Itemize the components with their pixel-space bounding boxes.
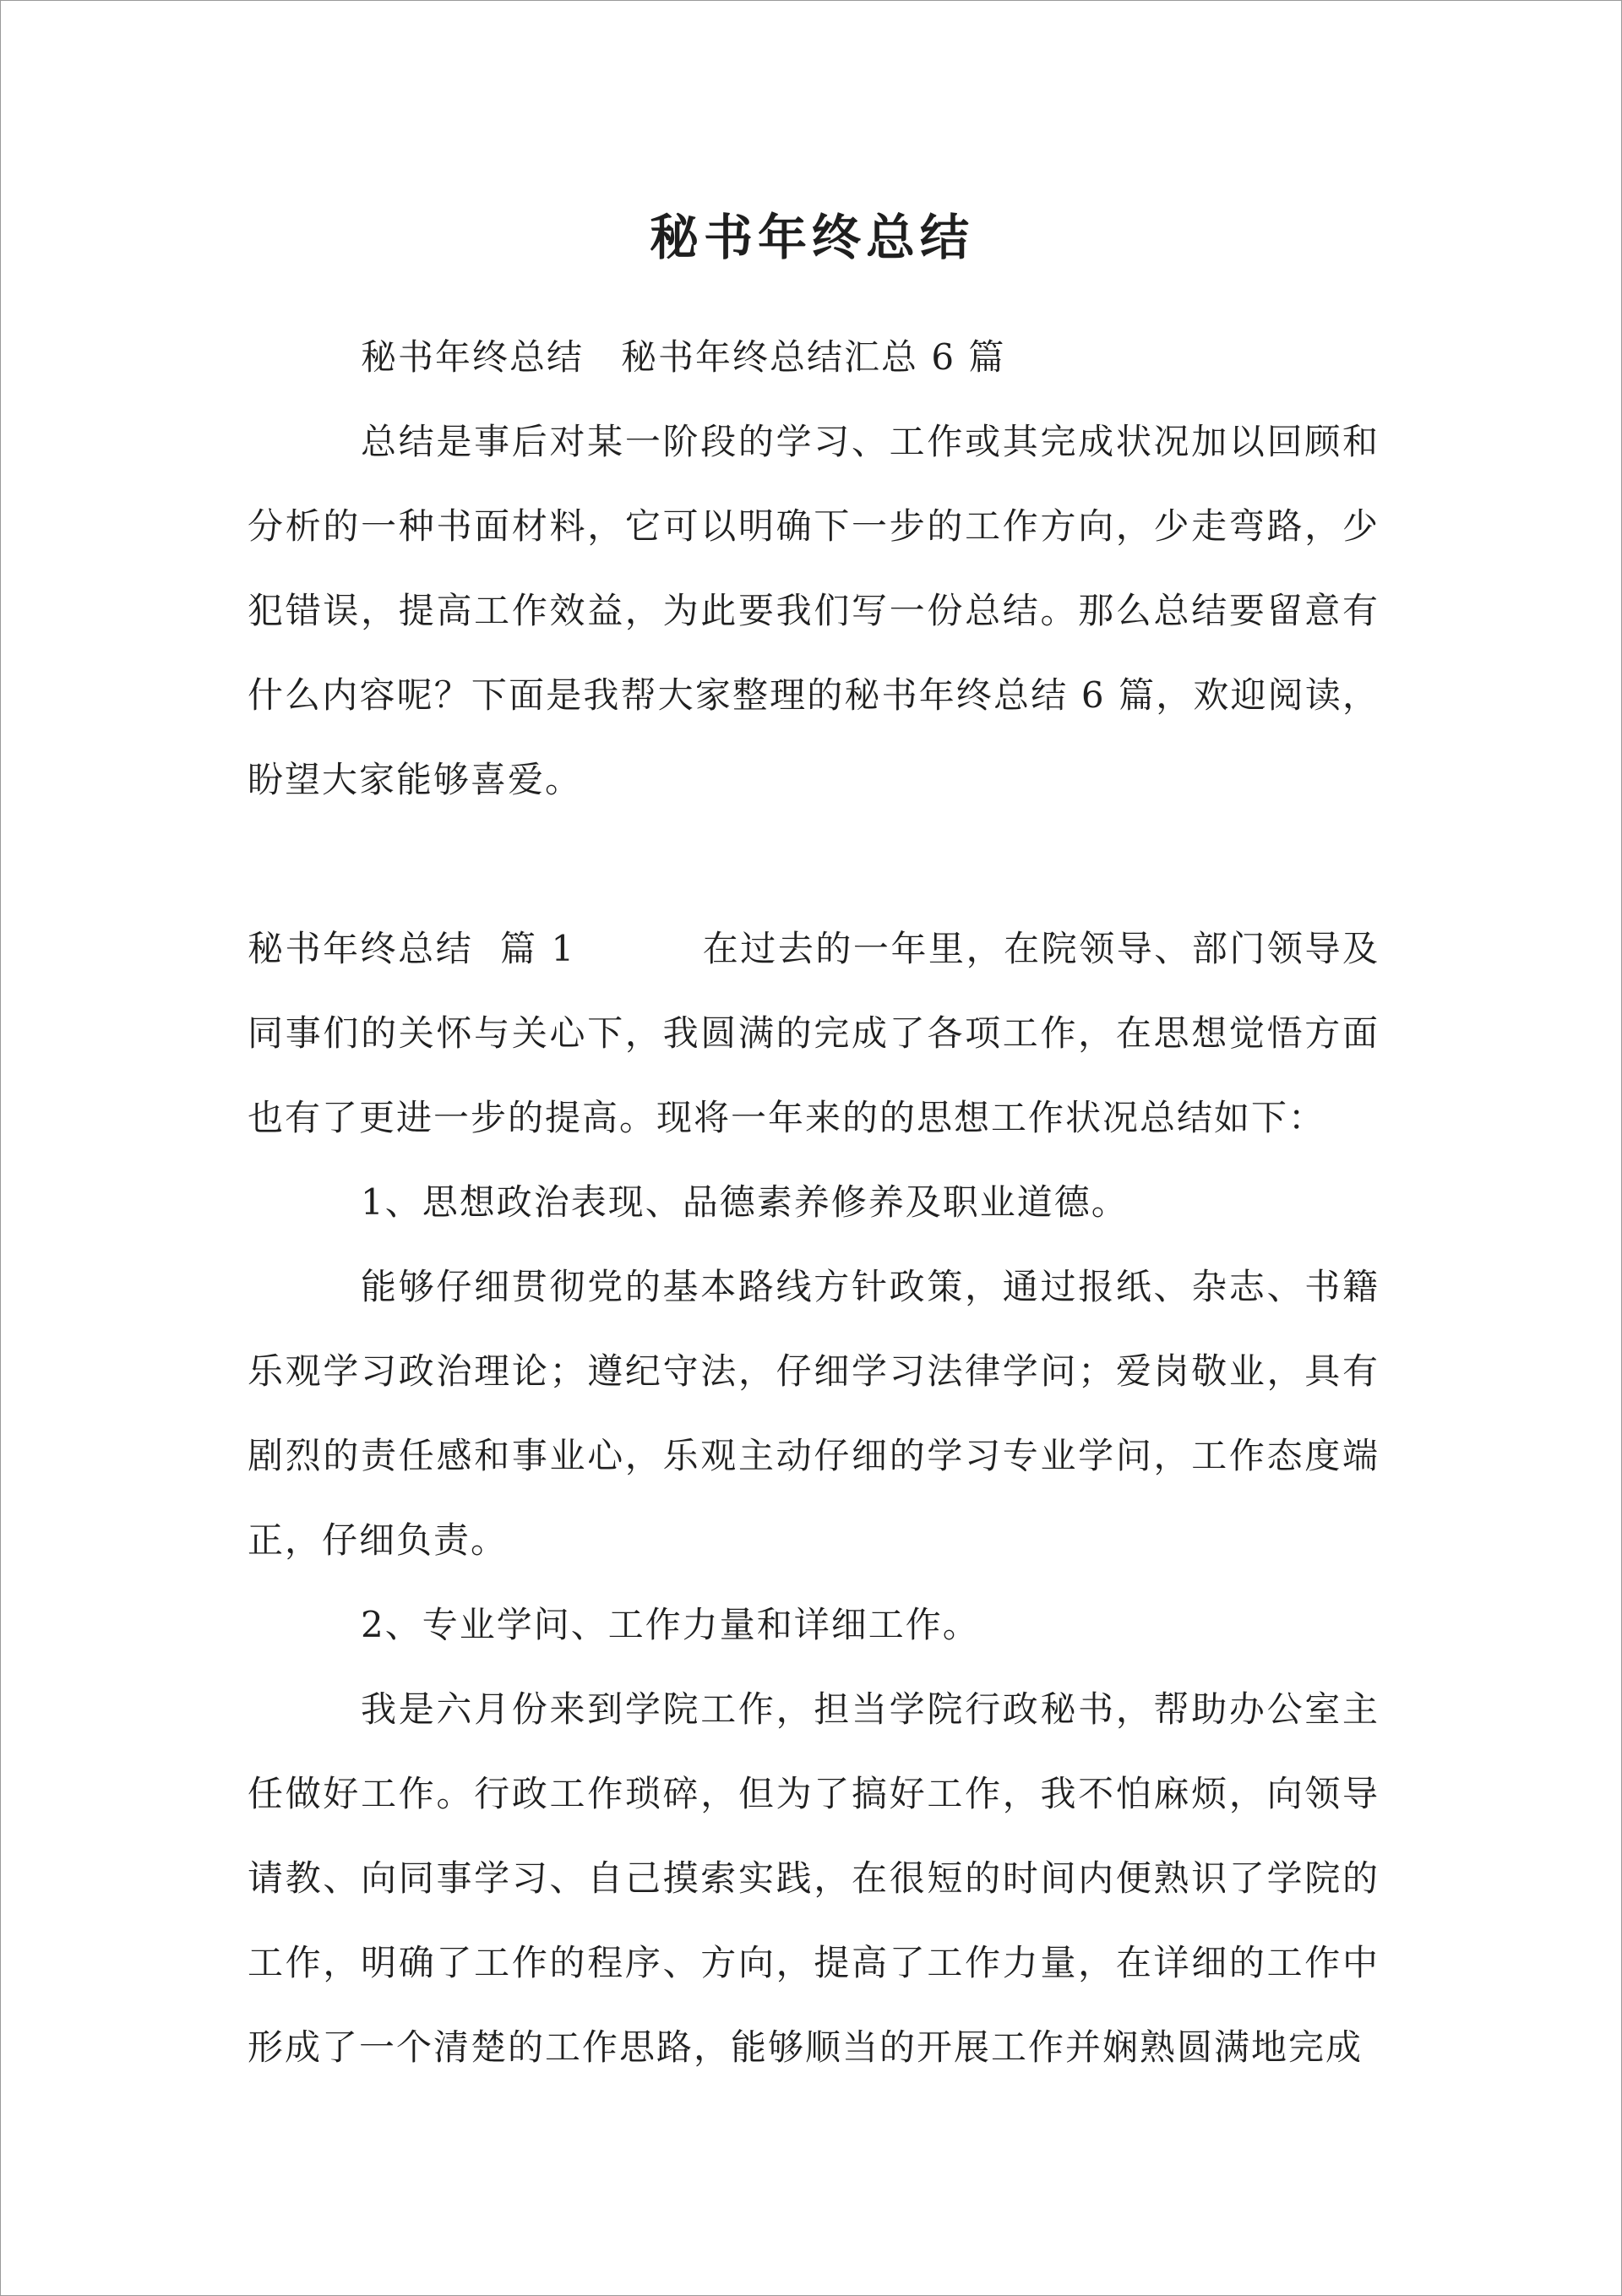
item2-title: 2、专业学问、工作力量和详细工作。 bbox=[361, 1604, 980, 1645]
section1-paragraph bbox=[248, 907, 1380, 1160]
intro-paragraph: 总结是事后对某一阶段的学习、工作或其完成状况加以回顾和分析的一种书面材料，它可以明确下一步的工作方向，少走弯路，少犯错误，提高工作效益，为此要我们写一份总结。那么总结要留意有什么内容呢？下面是我帮大家整理的秘书年终总结 6 篇，欢迎阅读，盼望大家能够喜爱。 bbox=[248, 421, 1380, 800]
item1-body: 能够仔细贯彻党的基本路线方针政策，通过报纸、杂志、书籍乐观学习政治理论；遵纪守法，仔细学习法律学问；爱岗敬业，具有剧烈的责任感和事业心，乐观主动仔细的学习专业学问，工作态度端正，仔细负责。 bbox=[248, 1266, 1380, 1561]
document-subtitle: 秘书年终总结 秘书年终总结汇总 6 篇 bbox=[361, 336, 1006, 378]
document-title: 秘书年终总结 bbox=[649, 209, 974, 266]
section1-heading: 秘书年终总结 篇 1 bbox=[248, 928, 576, 969]
document-body bbox=[248, 315, 1380, 2090]
item1-title: 1、思想政治表现、品德素养修养及职业道德。 bbox=[361, 1181, 1129, 1223]
section1-lead: 在过去的一年里，在院领导、部门领导及同事们的关怀与关心下，我圆满的完成了各项工作，在思想觉悟方面也有了更进一步的提高。现将一年来的的思想工作状况总结如下： bbox=[248, 928, 1380, 1138]
item2-body: 我是六月份来到学院工作，担当学院行政秘书，帮助办公室主任做好工作。行政工作琐碎，但为了搞好工作，我不怕麻烦，向领导请教、向同事学习、自己摸索实践，在很短的时间内便熟识了学院的工作，明确了工作的程序、方向，提高了工作力量，在详细的工作中形成了一个清楚的工作思路，能够顺当的开展工作并娴熟圆满地完成 bbox=[248, 1688, 1380, 2068]
paragraph-spacer bbox=[248, 822, 1380, 907]
